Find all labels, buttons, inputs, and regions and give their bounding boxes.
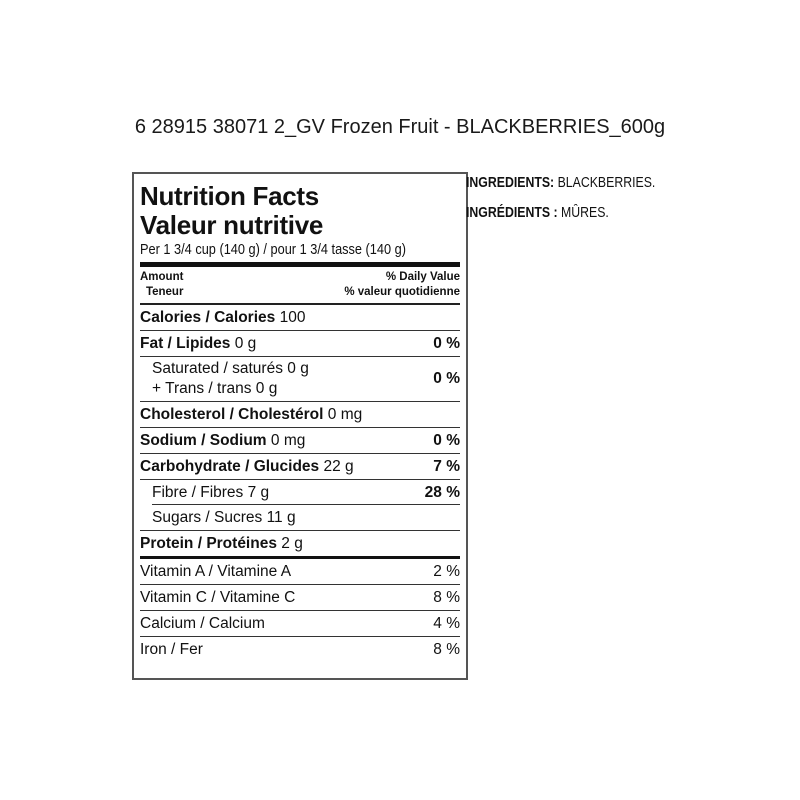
nutrient-value: 0 g: [234, 334, 257, 352]
ingredients-label-fr: INGRÉDIENTS :: [466, 204, 558, 221]
nutrient-name: Calcium / Calcium: [140, 614, 265, 632]
teneur-label: Teneur: [145, 286, 184, 298]
nutrient-pct: 8 %: [433, 588, 460, 606]
nutrient-name: Cholesterol / Cholestérol: [140, 405, 324, 423]
nutrient-name: Vitamin C / Vitamine C: [140, 588, 296, 606]
row-iron: [140, 637, 460, 662]
nutrient-name: Fibre / Fibres 7 g: [152, 483, 270, 501]
row-saturated-trans: [140, 357, 460, 402]
nutrient-value: 2 g: [281, 534, 303, 552]
nutrient-name: Calories / Calories: [140, 308, 276, 326]
nutrient-name: Fat / Lipides: [140, 334, 231, 352]
row-carbohydrate: [140, 454, 460, 480]
trans-text: + Trans / trans 0 g: [152, 380, 278, 397]
nutrient-pct: 4 %: [433, 614, 460, 632]
ingredients-label: INGREDIENTS:: [466, 174, 555, 191]
nutrition-facts-table: [132, 172, 468, 680]
row-sodium: [140, 428, 460, 454]
nutrient-pct: 0 %: [433, 334, 460, 352]
nutrient-value: 22 g: [323, 457, 354, 475]
nutrient-pct: 28 %: [424, 483, 460, 501]
column-header: [140, 267, 460, 305]
row-fat: [140, 331, 460, 357]
daily-value-label: % Daily Value: [385, 271, 460, 283]
nutrient-name: Iron / Fer: [140, 640, 203, 658]
nutrient-value: 100: [279, 308, 306, 326]
amount-label: Amount: [140, 271, 184, 283]
nutrient-name: Carbohydrate / Glucides: [140, 457, 320, 475]
nutrient-value: 0 mg: [327, 405, 363, 423]
saturated-text: Saturated / saturés 0 g: [152, 360, 309, 377]
nutrient-pct: 8 %: [433, 640, 460, 658]
nutrient-name: Sodium / Sodium: [140, 431, 267, 449]
nutrient-pct: 0 %: [433, 370, 460, 387]
nutrient-pct: 2 %: [433, 562, 460, 580]
heading-fr: Valeur nutritive: [140, 210, 324, 240]
nutrient-name: Vitamin A / Vitamine A: [140, 562, 292, 580]
nutrient-value: 0 mg: [270, 431, 306, 449]
product-title: 6 28915 38071 2_GV Frozen Fruit - BLACKBERRIES_600g: [134, 116, 666, 138]
row-protein: [140, 531, 460, 559]
serving-size: Per 1 3/4 cup (140 g) / pour 1 3/4 tasse (140 g): [140, 242, 406, 258]
row-vitamin-c: [140, 585, 460, 611]
ingredients-value-fr: MÛRES.: [557, 204, 609, 221]
heading-en: Nutrition Facts: [140, 181, 319, 211]
row-vitamin-a: [140, 559, 460, 585]
ingredients-value: BLACKBERRIES.: [554, 174, 656, 191]
nutrient-pct: 0 %: [433, 431, 460, 449]
ingredients-fr: [466, 204, 609, 221]
row-sugars: [140, 505, 460, 531]
row-calories: [140, 305, 460, 331]
row-fibre: [140, 480, 460, 505]
nutrient-name: Protein / Protéines: [140, 534, 277, 552]
ingredients-en: [466, 174, 655, 191]
row-cholesterol: [140, 402, 460, 428]
daily-value-fr-label: % valeur quotidienne: [344, 286, 460, 298]
row-calcium: [140, 611, 460, 637]
nutrient-name: Sugars / Sucres 11 g: [152, 508, 296, 526]
nutrient-pct: 7 %: [433, 457, 460, 475]
